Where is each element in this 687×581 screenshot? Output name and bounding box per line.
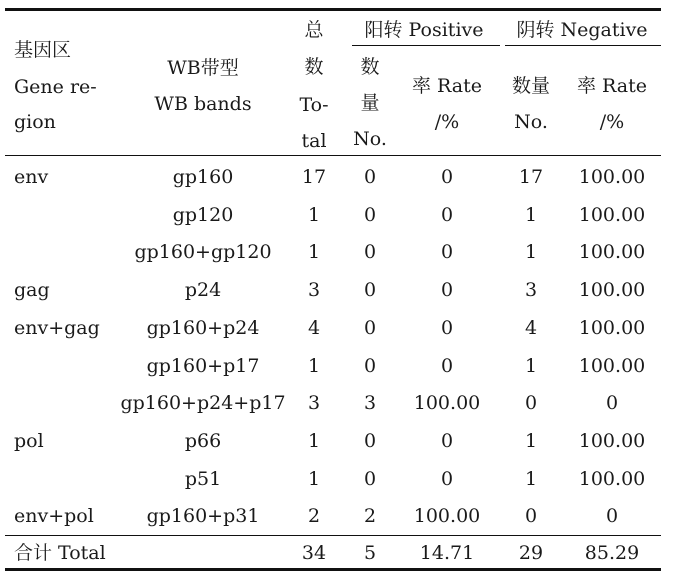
header-pos-no-2: 量 [360,92,380,114]
cell-total: 1 [307,468,321,490]
header-neg-rate-1: 率 Rate [577,75,647,97]
cell-total: 3 [307,279,321,301]
cell-pos-rate: 100.00 [413,505,481,527]
total-neg-no: 29 [518,542,544,564]
cell-pos-rate: 0 [440,166,454,188]
group-rule-positive [352,45,500,46]
header-pos-rate-2: /% [434,111,460,133]
cell-pos-no: 0 [363,355,377,377]
cell-band: p24 [184,279,222,301]
cell-pos-no: 3 [363,392,377,414]
header-total-2: 数 [304,56,324,78]
cell-total: 17 [301,166,327,188]
header-total-3: To- [299,94,329,116]
cell-pos-rate: 100.00 [413,392,481,414]
cell-total: 4 [307,317,321,339]
cell-pos-no: 0 [363,241,377,263]
cell-neg-no: 3 [524,279,538,301]
cell-neg-rate: 100.00 [578,468,646,490]
cell-pos-rate: 0 [440,355,454,377]
group-rule-negative [505,45,661,46]
cell-neg-no: 1 [524,468,538,490]
total-pos-rate: 14.71 [419,542,475,564]
cell-pos-rate: 0 [440,241,454,263]
cell-neg-no: 1 [524,430,538,452]
cell-band: gp160+p31 [146,505,260,527]
cell-pos-rate: 0 [440,317,454,339]
cell-pos-rate: 0 [440,430,454,452]
cell-band: gp160+p17 [146,355,260,377]
cell-neg-rate: 100.00 [578,279,646,301]
header-gene-region-en2: gion [14,111,56,133]
header-gene-region-en1: Gene re- [14,76,97,98]
cell-neg-rate: 100.00 [578,430,646,452]
cell-band: gp160+p24 [146,317,260,339]
total-pos-no: 5 [363,542,377,564]
header-negative: 阴转 Negative [516,19,648,41]
cell-total: 1 [307,355,321,377]
top-rule [5,8,661,11]
total-neg-rate: 85.29 [584,542,640,564]
bottom-rule [5,568,661,571]
cell-region: gag [14,279,50,301]
cell-pos-no: 0 [363,204,377,226]
total-rule [5,535,661,536]
cell-neg-rate: 100.00 [578,317,646,339]
cell-neg-rate: 0 [605,505,619,527]
cell-neg-no: 0 [524,505,538,527]
total-total: 34 [301,542,327,564]
header-pos-rate-1: 率 Rate [412,75,482,97]
cell-neg-rate: 100.00 [578,166,646,188]
cell-pos-rate: 0 [440,204,454,226]
header-gene-region-zh: 基因区 [14,39,72,61]
cell-neg-rate: 100.00 [578,355,646,377]
cell-neg-rate: 0 [605,392,619,414]
header-positive: 阳转 Positive [364,19,484,41]
cell-pos-rate: 0 [440,468,454,490]
cell-region: env+gag [14,317,100,339]
cell-pos-no: 0 [363,317,377,339]
header-neg-no-2: No. [514,111,548,133]
cell-band: gp160+gp120 [134,241,272,263]
header-total-4: tal [301,130,327,152]
cell-band: p51 [184,468,222,490]
total-label: 合计 Total [14,542,106,564]
cell-neg-no: 1 [524,204,538,226]
cell-pos-no: 0 [363,468,377,490]
cell-region: pol [14,430,44,452]
cell-neg-rate: 100.00 [578,241,646,263]
cell-pos-rate: 0 [440,279,454,301]
cell-neg-rate: 100.00 [578,204,646,226]
cell-total: 1 [307,241,321,263]
cell-neg-no: 1 [524,241,538,263]
cell-neg-no: 1 [524,355,538,377]
cell-neg-no: 4 [524,317,538,339]
header-wb-bands-en: WB bands [154,93,252,115]
cell-band: gp160+p24+p17 [120,392,286,414]
header-total-1: 总 [304,19,324,41]
cell-total: 1 [307,204,321,226]
header-wb-bands-zh: WB带型 [167,57,239,79]
header-neg-no-1: 数量 [511,75,551,97]
header-pos-no-3: No. [353,128,387,150]
cell-pos-no: 0 [363,166,377,188]
header-pos-no-1: 数 [360,56,380,78]
cell-neg-no: 0 [524,392,538,414]
header-rule [5,155,661,156]
cell-pos-no: 0 [363,279,377,301]
cell-band: gp120 [172,204,234,226]
cell-region: env+pol [14,505,94,527]
cell-band: gp160 [172,166,234,188]
cell-pos-no: 2 [363,505,377,527]
cell-total: 3 [307,392,321,414]
cell-pos-no: 0 [363,430,377,452]
cell-total: 1 [307,430,321,452]
header-neg-rate-2: /% [599,111,625,133]
cell-total: 2 [307,505,321,527]
cell-neg-no: 17 [518,166,544,188]
cell-region: env [14,166,49,188]
cell-band: p66 [184,430,222,452]
